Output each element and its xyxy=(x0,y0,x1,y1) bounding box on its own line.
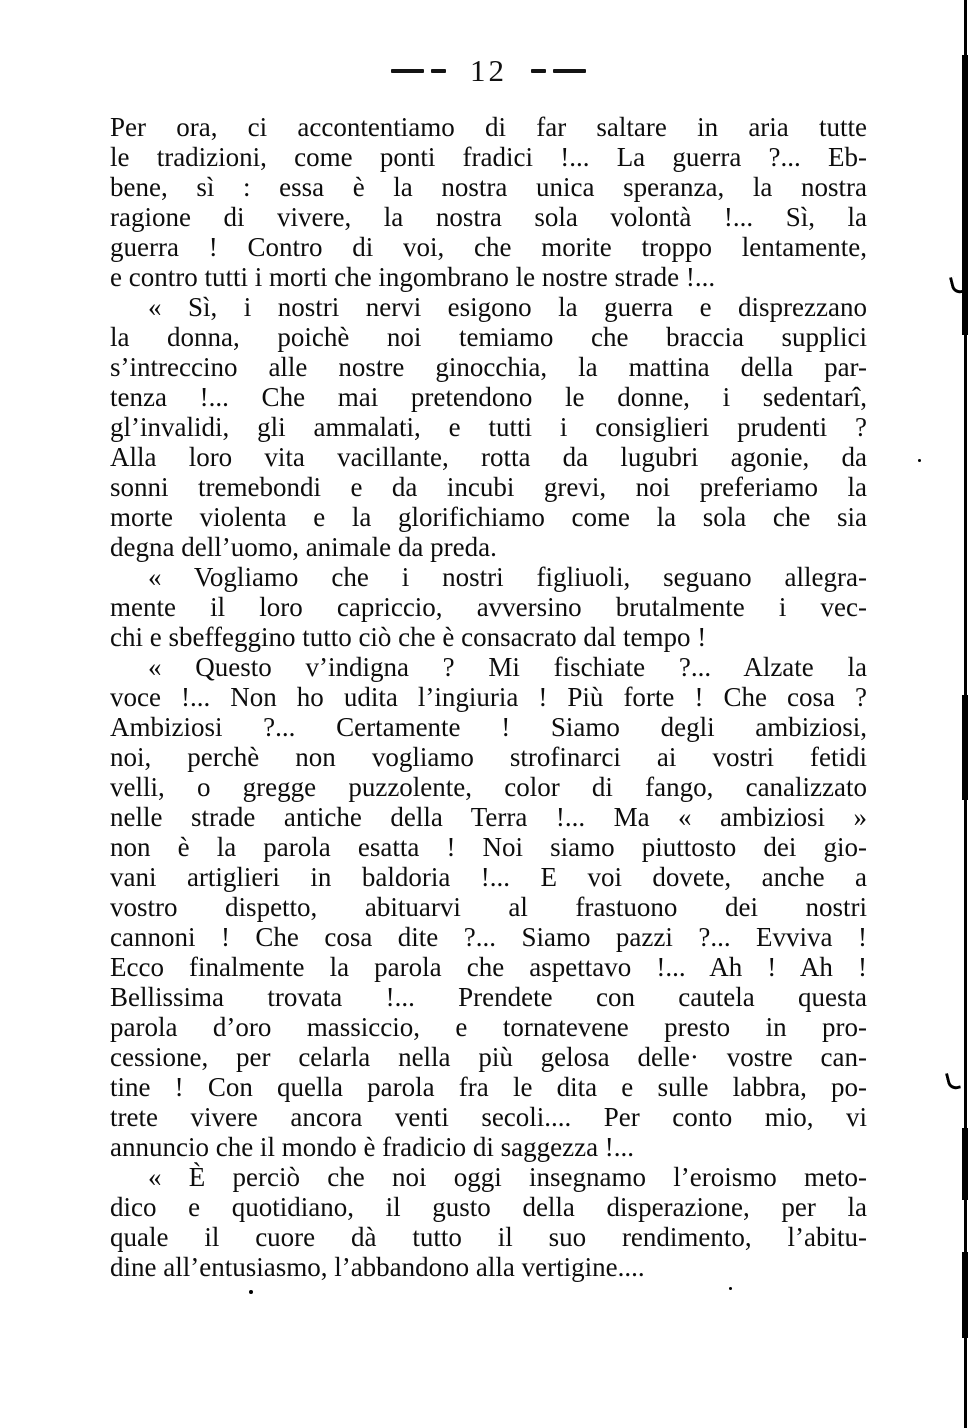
text-line: velli, o gregge puzzolente, color di fango, canalizzato xyxy=(110,772,867,802)
text-line: ragione di vivere, la nostra sola volontà !... Sì, la xyxy=(110,202,867,232)
text-line: Ecco finalmente la parola che aspettavo !... Ah ! Ah ! xyxy=(110,952,867,982)
text-line: non è la parola esatta ! Noi siamo piuttosto dei gio- xyxy=(110,832,867,862)
margin-hook-mark xyxy=(945,1071,961,1091)
text-line: parola d’oro massiccio, e tornatevene presto in pro- xyxy=(110,1012,867,1042)
text-line: Per ora, ci accontentiamo di far saltare in aria tutte xyxy=(110,112,867,142)
header-rule-left-short xyxy=(431,69,446,73)
text-line: vostro dispetto, abituarvi al frastuono dei nostri xyxy=(110,892,867,922)
text-line: dine all’entusiasmo, l’abbandono alla vertigine.... xyxy=(110,1252,645,1282)
header-rule-left-long xyxy=(391,69,424,73)
text-line: Alla loro vita vacillante, rotta da lugubri agonie, da xyxy=(110,442,867,472)
text-line: dico e quotidiano, il gusto della disperazione, per la xyxy=(110,1192,867,1222)
text-line: morte violenta e la glorifichiamo come la sola che sia xyxy=(110,502,867,532)
text-line: « Vogliamo che i nostri figliuoli, seguano allegra- xyxy=(148,562,867,592)
scan-speck xyxy=(249,1290,253,1294)
scan-edge-line-thick xyxy=(962,1252,968,1338)
text-line: Bellissima trovata !... Prendete con cautela questa xyxy=(110,982,867,1012)
scan-edge-line-thick xyxy=(962,55,968,335)
page-header xyxy=(110,48,867,94)
scan-speck xyxy=(729,1287,732,1290)
text-line: s’intreccino alle nostre ginocchia, la mattina della par- xyxy=(110,352,867,382)
text-line: sonni tremebondi e da incubi grevi, noi preferiamo la xyxy=(110,472,867,502)
scan-edge-line-thick xyxy=(962,1128,968,1200)
text-line: la donna, poichè noi temiamo che braccia supplici xyxy=(110,322,867,352)
text-line: « Sì, i nostri nervi esigono la guerra e disprezzano xyxy=(148,292,867,322)
text-line: le tradizioni, come ponti fradici !... La guerra ?... Eb- xyxy=(110,142,867,172)
text-line: tine ! Con quella parola fra le dita e sulle labbra, po- xyxy=(110,1072,867,1102)
text-line: Ambiziosi ?... Certamente ! Siamo degli ambiziosi, xyxy=(110,712,867,742)
text-line: e contro tutti i morti che ingombrano le nostre strade !... xyxy=(110,262,716,292)
text-line: vani artiglieri in baldoria !... E voi dovete, anche a xyxy=(110,862,867,892)
text-line: « Questo v’indigna ? Mi fischiate ?... Alzate la xyxy=(148,652,867,682)
text-line: cannoni ! Che cosa dite ?... Siamo pazzi ?... Evviva ! xyxy=(110,922,867,952)
text-line: guerra ! Contro di voi, che morite troppo lentamente, xyxy=(110,232,867,262)
body-text xyxy=(110,112,867,1282)
text-line: voce !... Non ho udita l’ingiuria ! Più forte ! Che cosa ? xyxy=(110,682,867,712)
text-line: bene, sì : essa è la nostra unica speranza, la nostra xyxy=(110,172,867,202)
text-line: cessione, per celarla nella più gelosa delle· vostre can- xyxy=(110,1042,867,1072)
text-line: tenza !... Che mai pretendono le donne, i sedentarî, xyxy=(110,382,867,412)
text-line: noi, perchè non vogliamo strofinarci ai vostri fetidi xyxy=(110,742,867,772)
scan-edge-line-thick xyxy=(962,695,968,800)
page-number: 12 xyxy=(470,53,507,88)
text-line: trete vivere ancora venti secoli.... Per conto mio, vi xyxy=(110,1102,867,1132)
text-line: gl’invalidi, gli ammalati, e tutti i consiglieri prudenti ? xyxy=(110,412,867,442)
text-line: nelle strade antiche della Terra !... Ma « ambiziosi » xyxy=(110,802,867,832)
scan-speck xyxy=(918,459,921,462)
text-line: chi e sbeffeggino tutto ciò che è consacrato dal tempo ! xyxy=(110,622,707,652)
text-line: degna dell’uomo, animale da preda. xyxy=(110,532,497,562)
text-line: mente il loro capriccio, avversino brutalmente i vec- xyxy=(110,592,867,622)
text-line: « È perciò che noi oggi insegnamo l’eroismo meto- xyxy=(148,1162,867,1192)
text-line: quale il cuore dà tutto il suo rendimento, l’abitu- xyxy=(110,1222,867,1252)
header-rule-right-long xyxy=(553,69,586,73)
header-rule-right-short xyxy=(531,69,546,73)
text-line: annuncio che il mondo è fradicio di saggezza !... xyxy=(110,1132,635,1162)
